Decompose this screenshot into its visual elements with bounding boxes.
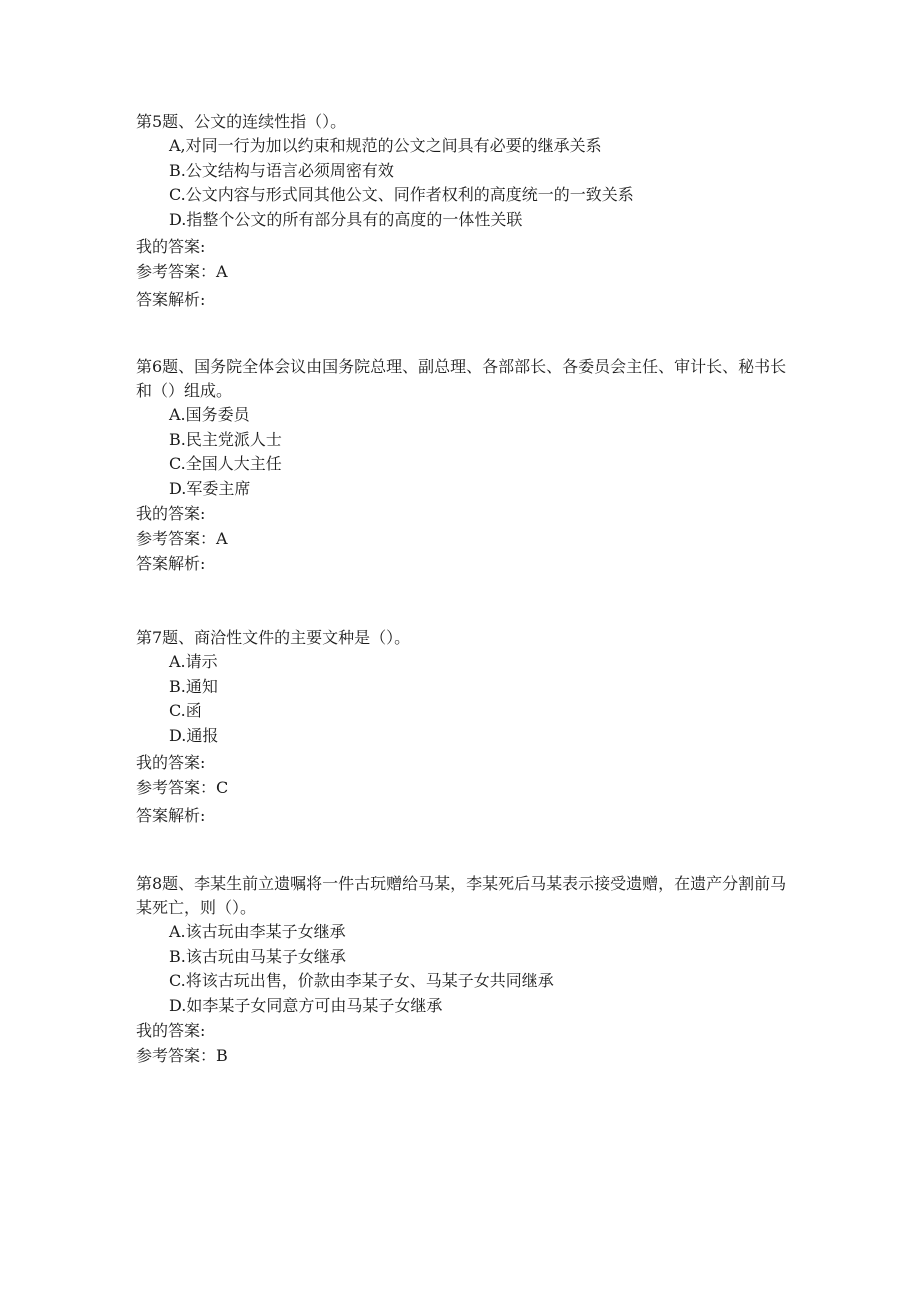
option-list: [136, 134, 792, 232]
reference-answer: 参考答案：A: [136, 529, 228, 548]
option-b: B.通知: [169, 676, 218, 696]
answer-analysis-label: 答案解析:: [136, 806, 206, 825]
option-d: D.通报: [169, 725, 219, 745]
question-stem: 第7题、商洽性文件的主要文种是（）。: [136, 628, 411, 647]
question-5: [136, 110, 792, 312]
option-c: C.将该古玩出售，价款由李某子女、马某子女共同继承: [169, 971, 554, 990]
question-6: [136, 355, 792, 576]
option-list: [136, 650, 792, 748]
option-b: B.民主党派人士: [169, 429, 282, 449]
answer-analysis-label: 答案解析:: [136, 290, 206, 309]
question-7: [136, 626, 792, 828]
option-d: D.如李某子女同意方可由马某子女继承: [169, 995, 443, 1015]
option-b: B.公文结构与语言必须周密有效: [169, 160, 394, 180]
option-a: A.该古玩由李某子女继承: [169, 922, 346, 941]
option-list: [136, 403, 792, 501]
option-b: B.该古玩由马某子女继承: [169, 946, 346, 966]
question-8: [136, 872, 792, 1068]
my-answer-label: 我的答案:: [136, 504, 206, 523]
reference-answer: 参考答案：B: [136, 1046, 228, 1065]
question-stem: 第8题、李某生前立遗嘱将一件古玩赠给马某，李某死后马某表示接受遗赠，在遗产分割前马某死亡，则（）。: [136, 874, 787, 917]
answer-analysis-label: 答案解析:: [136, 554, 206, 573]
my-answer-label: 我的答案:: [136, 1021, 206, 1040]
option-a: A.请示: [169, 652, 218, 671]
question-stem: 第6题、国务院全体会议由国务院总理、副总理、各部部长、各委员会主任、审计长、秘书长和（）组成。: [136, 357, 787, 400]
my-answer-label: 我的答案:: [136, 237, 206, 256]
option-d: D.军委主席: [169, 478, 251, 498]
reference-answer: 参考答案：C: [136, 778, 229, 797]
reference-answer: 参考答案：A: [136, 262, 228, 281]
option-a: A.国务委员: [169, 405, 250, 424]
option-list: [136, 920, 792, 1018]
question-stem: 第5题、公文的连续性指（）。: [136, 112, 347, 131]
option-c: C.公文内容与形式同其他公文、同作者权利的高度统一的一致关系: [169, 185, 634, 204]
option-c: C.函: [169, 701, 202, 720]
my-answer-label: 我的答案:: [136, 753, 206, 772]
option-a: A,对同一行为加以约束和规范的公文之间具有必要的继承关系: [169, 136, 602, 155]
option-d: D.指整个公文的所有部分具有的高度的一体性关联: [169, 209, 523, 229]
option-c: C.全国人大主任: [169, 454, 282, 473]
